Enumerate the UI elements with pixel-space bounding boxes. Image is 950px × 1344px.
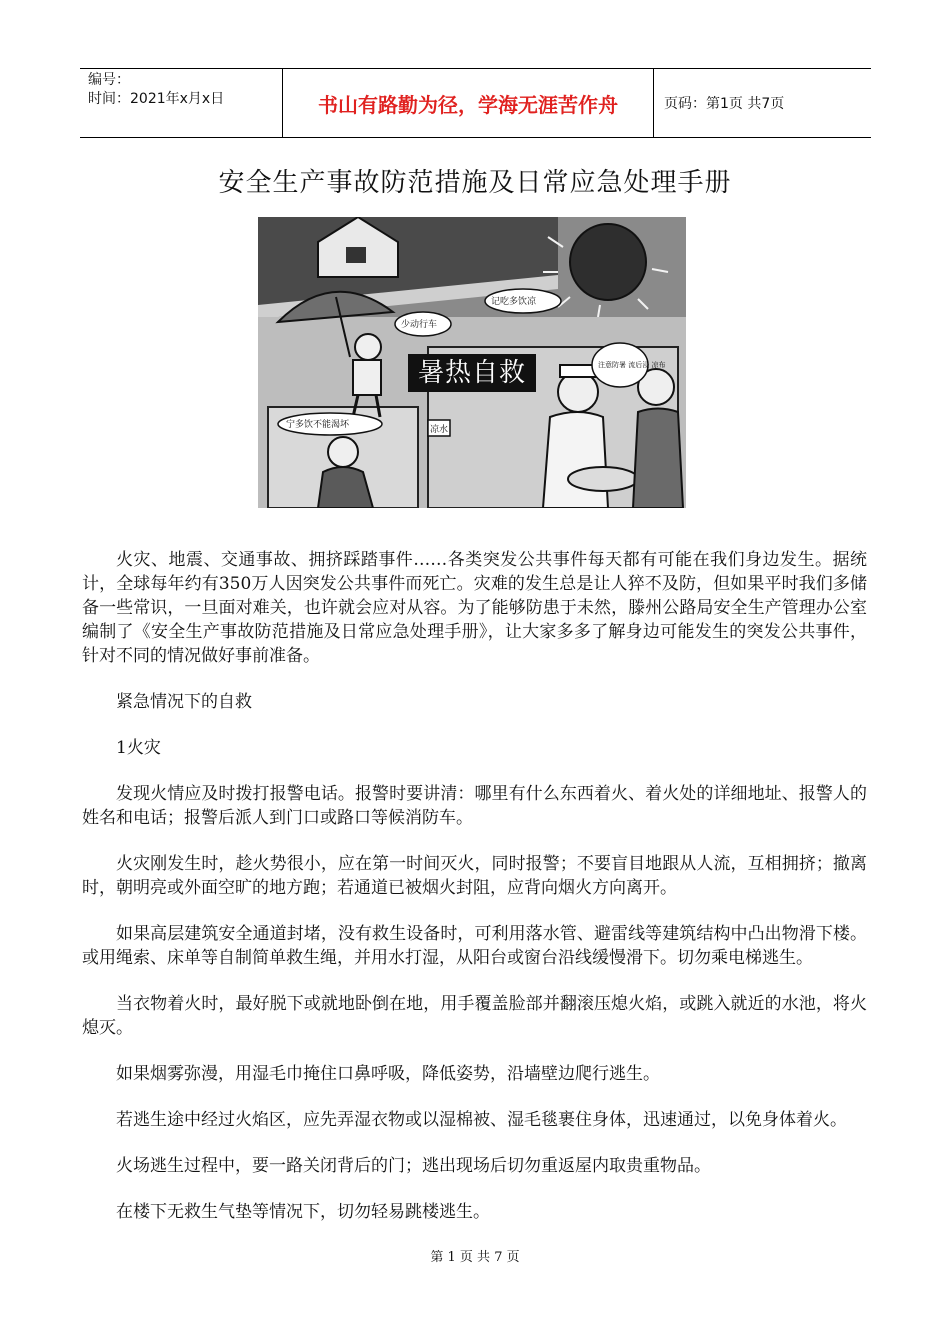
header-table: [80, 68, 871, 138]
illustration-banner: 暑热自救: [408, 354, 536, 392]
fire-paragraph-7: 火场逃生过程中，要一路关闭背后的门；逃出现场后切勿重返屋内取贵重物品。: [116, 1156, 711, 1176]
bubble-1: 少动行车: [401, 320, 438, 330]
fire-paragraph-3: 如果高层建筑安全通道封堵，没有救生设备时，可利用落水管、避雷线等建筑结构中凸出物滑下楼。或用绳索、床单等自制简单救生绳，并用水打湿，从阳台或窗台沿线缓慢滑下。切勿乘电梯逃生。: [82, 924, 867, 968]
header-motto: 书山有路勤为径，学海无涯苦作舟: [282, 69, 654, 137]
fire-paragraph-4: 当衣物着火时，最好脱下或就地卧倒在地，用手覆盖脸部并翻滚压熄火焰，或跳入就近的水池，将火熄灭。: [82, 994, 867, 1038]
heat-safety-illustration: [258, 217, 686, 508]
bubble-2: 记吃多饮凉: [491, 297, 537, 307]
fire-paragraph-5: 如果烟雾弥漫，用湿毛巾掩住口鼻呼吸，降低姿势，沿墙壁边爬行逃生。: [116, 1064, 660, 1084]
fire-paragraph-1: 发现火情应及时拨打报警电话。报警时要讲清：哪里有什么东西着火、着火处的详细地址、报警人的姓名和电话；报警后派人到门口或路口等候消防车。: [82, 784, 867, 828]
number-label: 编号：: [88, 72, 130, 88]
bubble-4: 宁多饮不能渴坏: [286, 420, 350, 430]
time-label: 时间：2021年x月x日: [88, 91, 225, 107]
document-body: [82, 548, 867, 1246]
page-footer: 第 1 页 共 7 页: [430, 1250, 520, 1265]
document-title: 安全生产事故防范措施及日常应急处理手册: [218, 168, 732, 198]
fire-paragraph-2: 火灾刚发生时，趁火势很小，应在第一时间灭火，同时报警；不要盲目地跟从人流，互相拥挤；撤离时，朝明亮或外面空旷的地方跑；若通道已被烟火封阻，应背向烟火方向离开。: [82, 854, 867, 898]
section-heading: 紧急情况下的自救: [116, 692, 252, 712]
header-page-info: 页码：第1页 共7页: [664, 96, 785, 112]
bubble-3: 注意防暑 流后浸 凉布: [598, 361, 666, 369]
intro-paragraph: 火灾、地震、交通事故、拥挤踩踏事件……各类突发公共事件每天都有可能在我们身边发生。据统计，全球每年约有350万人因突发公共事件而死亡。灾难的发生总是让人猝不及防，但如果平时我们多储备一些常识，一旦面对难关，也许就会应对从容。为了能够防患于未然，滕州公路局安全生产管理办公室编制了《安全生产事故防范措施及日常应急处理手册》，让大家多多了解身边可能发生的突发公共事件，针对不同的情况做好事前准备。: [82, 550, 867, 666]
fire-paragraph-8: 在楼下无救生气垫等情况下，切勿轻易跳楼逃生。: [116, 1202, 490, 1222]
header-meta: [80, 69, 282, 137]
bubble-5: 凉水: [430, 425, 449, 435]
sub-heading: 1火灾: [116, 738, 161, 758]
fire-paragraph-6: 若逃生途中经过火焰区，应先弄湿衣物或以湿棉被、湿毛毯裹住身体，迅速通过，以免身体着火。: [116, 1110, 847, 1130]
